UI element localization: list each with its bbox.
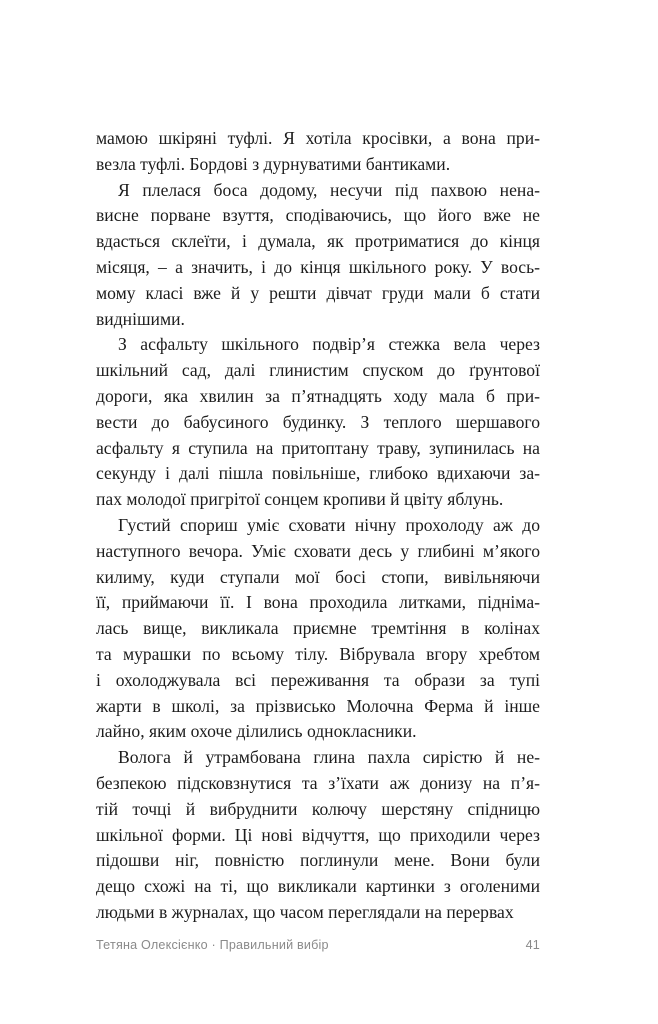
body-text bbox=[96, 126, 540, 926]
text-line: мамою шкіряні туфлі. Я хотіла кросівки, а вона при- bbox=[96, 128, 540, 148]
text-line: і охолоджувала всі переживання та образи за тупі bbox=[96, 669, 540, 690]
text-line: пах молодої пригрітої сонцем кропиви й цвіту яблунь. bbox=[96, 489, 504, 510]
text-line: жарти в школі, за прізвисько Молочна Ферма й інше bbox=[96, 695, 540, 716]
text-line: шкільної форми. Ці нові відчуття, що приходили через bbox=[96, 824, 540, 845]
text-line: вдасться склеїти, і думала, як протриматися до кінця bbox=[96, 231, 540, 252]
text-line: лайно, яким охоче ділились однокласники. bbox=[96, 721, 417, 742]
text-line: шкільний сад, далі глинистим спуском до ґрунтової bbox=[96, 360, 540, 381]
text-line: З асфальту шкільного подвір’я стежка вела через bbox=[118, 334, 540, 355]
text-line: Густий спориш уміє сховати нічну прохолоду аж до bbox=[118, 514, 540, 535]
text-line: лась вище, викликала приємне тремтіння в колінах bbox=[96, 618, 540, 639]
paragraph bbox=[96, 332, 540, 513]
running-title: Тетяна Олексієнко · Правильний вибір bbox=[96, 938, 329, 952]
text-line: везла туфлі. Бордові з дурнуватими бантиками. bbox=[96, 153, 451, 174]
text-line: людьми в журналах, що часом переглядали на перервах bbox=[96, 901, 514, 922]
text-line: її, приймаючи її. І вона проходила литками, підніма- bbox=[96, 592, 540, 613]
text-line: тій точці й вибруднити колючу шерстяну спідницю bbox=[96, 798, 540, 819]
text-line: підошви ніг, повністю поглинули мене. Вони були bbox=[96, 850, 540, 871]
paragraph bbox=[96, 513, 540, 745]
text-line: наступного вечора. Уміє сховати десь у глибині м’якого bbox=[96, 540, 540, 561]
text-line: килиму, куди ступали мої босі стопи, вивільняючи bbox=[96, 566, 540, 587]
text-line: мому класі вже й у решти дівчат груди мали б стати bbox=[96, 282, 540, 303]
text-line: Я плелася боса додому, несучи під пахвою нена- bbox=[118, 179, 540, 200]
page-number: 41 bbox=[525, 938, 540, 952]
text-line: виднішими. bbox=[96, 308, 185, 329]
text-line: дороги, яка хвилин за п’ятнадцять ходу мала б при- bbox=[96, 385, 540, 406]
text-line: місяця, – а значить, і до кінця шкільного року. У вось- bbox=[96, 256, 540, 277]
text-line: асфальту я ступила на притоптану траву, зупинилась на bbox=[96, 437, 540, 458]
text-line: та мурашки по всьому тілу. Вібрувала вгору хребтом bbox=[96, 643, 540, 664]
text-line: безпекою підсковзнутися та з’їхати аж донизу на п’я- bbox=[96, 772, 540, 793]
page-footer bbox=[96, 938, 540, 952]
text-line: Волога й утрамбована глина пахла сирістю й не- bbox=[118, 747, 540, 768]
paragraph bbox=[96, 745, 540, 926]
text-line: висне порване взуття, сподіваючись, що його вже не bbox=[96, 205, 540, 226]
text-line: дещо схожі на ті, що викликали картинки з оголеними bbox=[96, 876, 540, 897]
text-line: вести до бабусиного будинку. З теплого шершавого bbox=[96, 411, 540, 432]
paragraph bbox=[96, 126, 540, 178]
paragraph bbox=[96, 178, 540, 333]
text-line: секунду і далі пішла повільніше, глибоко вдихаючи за- bbox=[96, 463, 540, 484]
